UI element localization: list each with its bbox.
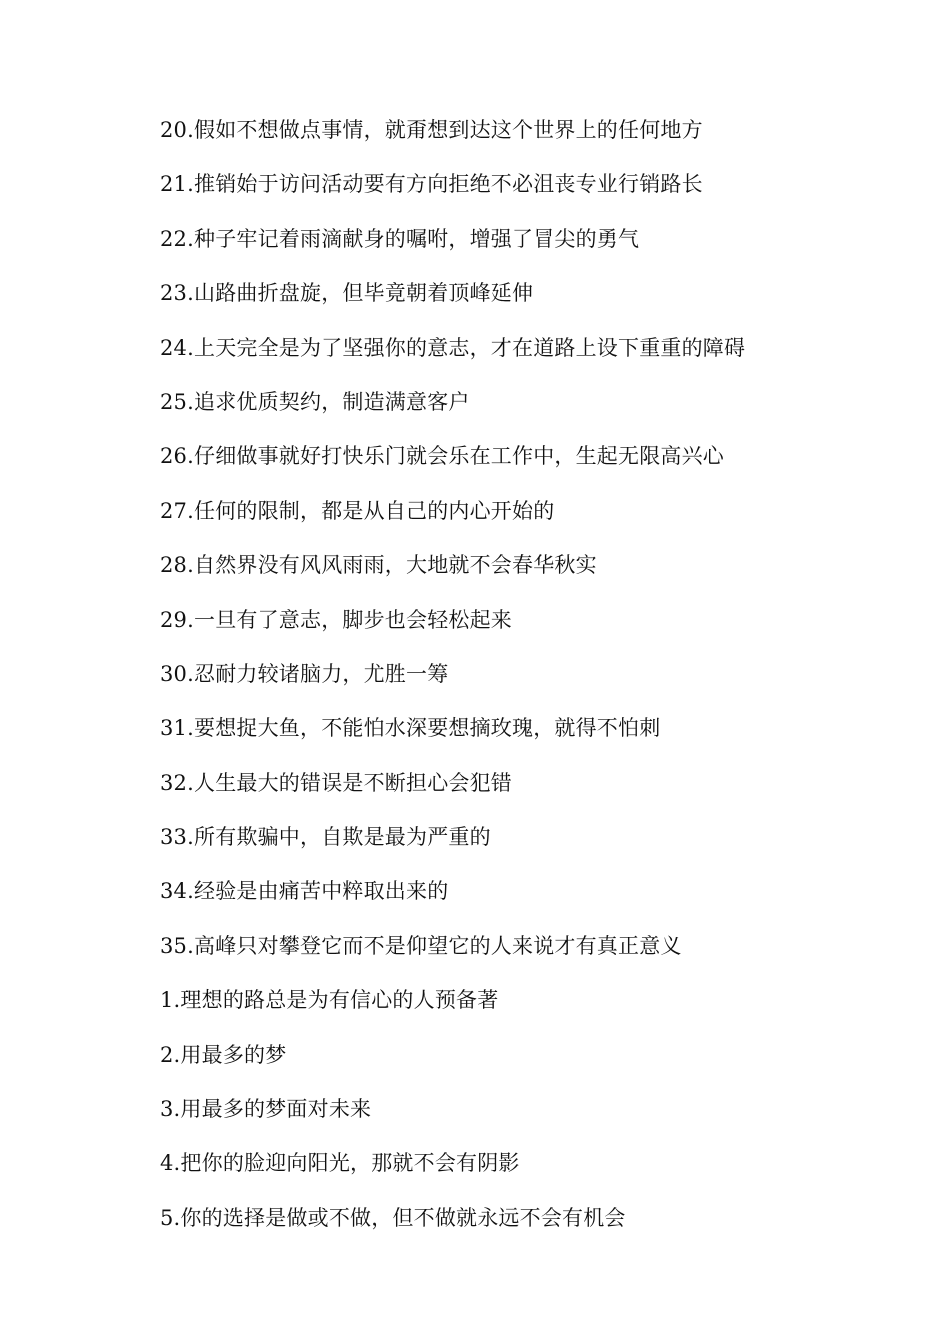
list-item: 35.高峰只对攀登它而不是仰望它的人来说才有真正意义 (160, 933, 682, 958)
list-item: 24.上天完全是为了坚强你的意志，才在道路上设下重重的障碍 (160, 335, 746, 360)
list-item: 33.所有欺骗中，自欺是最为严重的 (160, 825, 491, 850)
quote-list (160, 112, 880, 1254)
list-item: 28.自然界没有风风雨雨，大地就不会春华秋实 (160, 553, 597, 578)
list-item: 23.山路曲折盘旋，但毕竟朝着顶峰延伸 (160, 281, 534, 306)
list-item: 34.经验是由痛苦中粹取出来的 (160, 879, 449, 904)
list-item: 26.仔细做事就好打快乐门就会乐在工作中，生起无限高兴心 (160, 444, 724, 469)
list-item: 27.任何的限制，都是从自己的内心开始的 (160, 498, 555, 523)
list-item: 20.假如不想做点事情，就甭想到达这个世界上的任何地方 (160, 118, 703, 142)
list-item: 22.种子牢记着雨滴献身的嘱咐，增强了冒尖的勇气 (160, 226, 640, 251)
list-item: 31.要想捉大鱼，不能怕水深要想摘玫瑰，就得不怕刺 (160, 716, 661, 741)
list-item: 30.忍耐力较诸脑力，尤胜一筹 (160, 661, 449, 686)
list-item: 21.推销始于访问活动要有方向拒绝不必沮丧专业行销路长 (160, 172, 703, 197)
list-item: 2.用最多的梦 (160, 1042, 287, 1067)
list-item: 29.一旦有了意志，脚步也会轻松起来 (160, 607, 512, 632)
list-item: 1.理想的路总是为有信心的人预备著 (160, 988, 499, 1013)
list-item: 5.你的选择是做或不做，但不做就永远不会有机会 (160, 1205, 626, 1230)
list-item: 25.追求优质契约，制造满意客户 (160, 389, 470, 414)
list-item: 3.用最多的梦面对未来 (160, 1097, 372, 1122)
list-item: 32.人生最大的错误是不断担心会犯错 (160, 770, 512, 795)
list-item: 4.把你的脸迎向阳光，那就不会有阴影 (160, 1151, 520, 1176)
